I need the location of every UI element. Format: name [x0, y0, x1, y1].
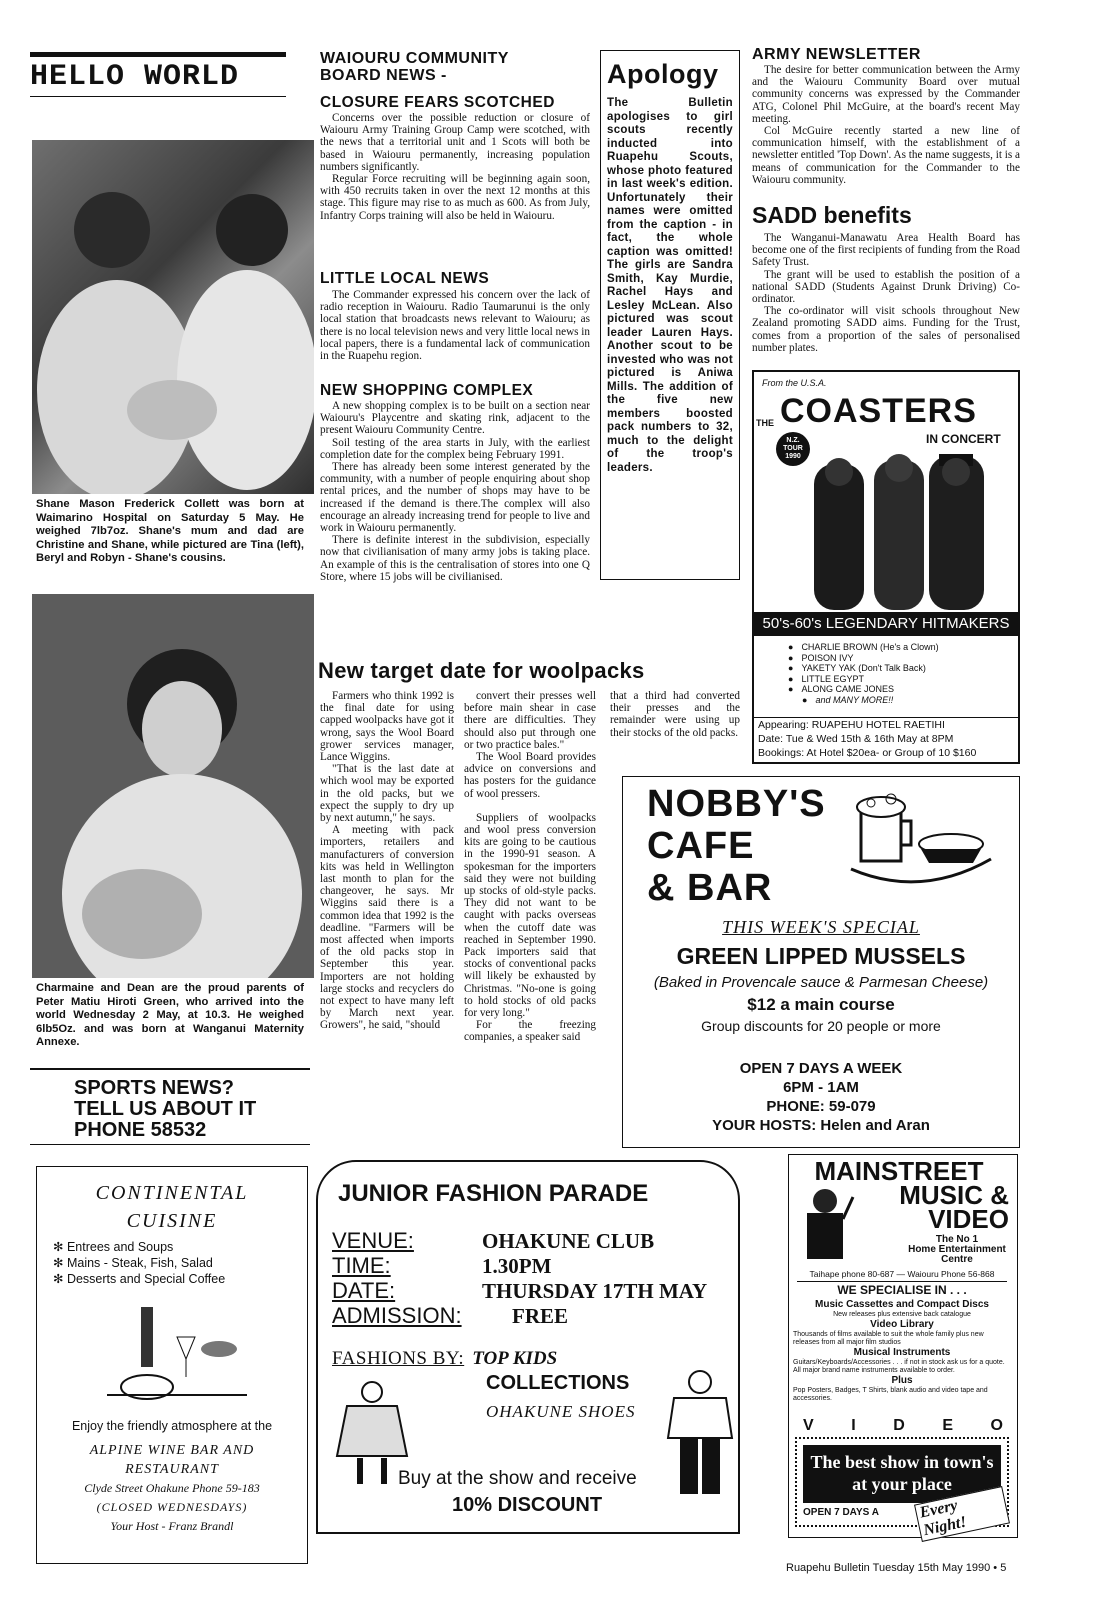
coasters-date: Date: Tue & Wed 15th & 16th May at 8PM — [758, 733, 954, 745]
apology-title: Apology — [607, 59, 719, 89]
admission-label: ADMISSION: — [332, 1303, 462, 1328]
song-item: ● ALONG CAME JONES — [788, 684, 939, 695]
beer-food-icon — [841, 789, 1001, 899]
sadd-para-3: The co-ordinator will visit schools throughout New Zealand promoting SADD aims. Funding for the Trust, comes from a proportion of the sales of personalised number plates. — [752, 305, 1020, 354]
closure-heading: CLOSURE FEARS SCOTCHED — [320, 94, 555, 111]
continental-restaurant: RESTAURANT — [125, 1462, 219, 1477]
nobbys-hosts: YOUR HOSTS: Helen and Aran — [712, 1117, 930, 1134]
wool-c2-para-2: The Wool Board provides advice on conversions and has posters for the guidance of wool pressers. — [464, 751, 596, 800]
nobbys-desc: (Baked in Provencale sauce & Parmesan Cheese) — [653, 974, 989, 991]
army-para-1: The desire for better communication between the Army and the Waiouru Community Board over mutual community concerns was expressed by the Commander ATG, Colonel Phil McGuire, at the board's recent May meeting. — [752, 64, 1020, 125]
video-letters — [803, 1417, 1003, 1435]
continental-line2: CUISINE — [126, 1210, 218, 1232]
song-item: ● CHARLIE BROWN (He's a Clown) — [788, 642, 939, 653]
wool-c2-para-3: Suppliers of woolpacks and wool press conversion kits are going to be cautious in the 1990-91 season. A spokesman for the importers said they were not building up stocks of old-style packs. They did not want to be caught with packs overseas when the cutoff date was reached in September 1990. Pack importers said that stocks of conventional packs will likely be exhausted by Christmas. "No-one is going to hold stocks of old packs for very long." — [464, 811, 596, 1020]
nobbys-name — [647, 783, 826, 909]
coasters-banner: 50's-60's LEGENDARY HITMAKERS — [754, 612, 1018, 636]
continental-closed: (CLOSED WEDNESDAYS) — [96, 1500, 248, 1514]
mainstreet-open-label: OPEN 7 DAYS A — [803, 1507, 879, 1518]
video-letter: E — [942, 1417, 953, 1434]
closure-para-1: Concerns over the possible reduction or closure of Waiouru Army Training Group Camp were scotched, with the news that a territorial unit and 1 Scots will both be based in Waiouru permanently, increasing population numbers significantly. — [320, 112, 590, 173]
closure-article — [320, 112, 590, 222]
continental-alpine: ALPINE WINE BAR AND — [89, 1443, 255, 1458]
service-instruments-sub: Guitars/Keyboards/Accessories . . . if not in stock ask us for a quote. All major brand name instruments available to order. — [793, 1359, 1005, 1374]
photo1-caption: Shane Mason Frederick Collett was born at Waimarino Hospital on Saturday 5 May. He weighed 7lb7oz. Shane's mum and dad are Christine and Shane, while pictured are Tina (left), Beryl and Robyn - Shane's cousins. — [36, 498, 304, 564]
nobbys-ad — [622, 776, 1020, 1148]
coasters-from: From the U.S.A. — [762, 378, 827, 388]
woolpacks-col-3 — [610, 690, 740, 739]
coasters-appearing: Appearing: RUAPEHU HOTEL RAETIHI — [758, 719, 945, 731]
community-title-line1: WAIOURU COMMUNITY — [320, 50, 509, 67]
continental-menu — [53, 1239, 225, 1287]
coasters-the: THE — [756, 418, 774, 428]
continental-line1: CONTINENTAL — [95, 1182, 249, 1204]
venue-value: OHAKUNE CLUB — [482, 1229, 655, 1253]
song-item: ● LITTLE EGYPT — [788, 674, 939, 685]
nobbys-dish: GREEN LIPPED MUSSELS — [676, 943, 966, 969]
continental-host: Your Host - Franz Brandl — [110, 1519, 234, 1533]
child-outfit-icon — [664, 1368, 736, 1498]
time-value: 1.30PM — [482, 1254, 552, 1278]
menu-item-label: Mains - Steak, Fish, Salad — [66, 1256, 213, 1270]
mainstreet-line3: VIDEO — [928, 1204, 1009, 1234]
sports-rule-top — [30, 1068, 310, 1070]
hello-world-underline — [30, 96, 286, 97]
army-para-2: Col McGuire recently started a new line of communication himself, with the establishment of a newsletter entitled 'Top Down'. As the name suggests, it is a means of communication for the Commander to the Waiouru community. — [752, 125, 1020, 186]
continental-address: Clyde Street Ohakune Phone 59-183 — [84, 1481, 260, 1495]
mainstreet-rule — [797, 1281, 1007, 1282]
tour-badge-l1: N.Z. — [786, 437, 800, 444]
singer-icon — [795, 1185, 855, 1263]
no1-c: Centre — [941, 1254, 973, 1265]
video-letter: V — [803, 1417, 814, 1434]
sadd-article — [752, 232, 1020, 354]
community-board-title — [320, 50, 509, 84]
nobbys-price: $12 a main course — [747, 995, 895, 1014]
continental-enjoy: Enjoy the friendly atmosphere at the — [71, 1419, 273, 1433]
coasters-band-photo — [794, 454, 994, 610]
service-instruments: Musical Instruments — [853, 1347, 951, 1358]
shop-para-2: Soil testing of the area starts in July, with the earliest completion date for the complex being February 1991. — [320, 436, 590, 461]
apology-box — [600, 50, 740, 580]
service-video: Video Library — [870, 1319, 934, 1330]
video-letter: I — [851, 1417, 856, 1434]
time-label: TIME: — [332, 1253, 391, 1278]
fashion-discount: 10% DISCOUNT — [452, 1494, 603, 1516]
fashion-parade-ad — [316, 1160, 740, 1534]
nobbys-phone: PHONE: 59-079 — [766, 1098, 876, 1115]
service-plus-sub: Pop Posters, Badges, T Shirts, blank audio and video tape and accessories. — [793, 1387, 988, 1402]
song-item: ● POISON IVY — [788, 653, 939, 664]
video-letter: O — [990, 1417, 1003, 1434]
baby-peter-photo-art — [32, 594, 314, 978]
date-value: THURSDAY 17TH MAY — [482, 1279, 708, 1303]
mainstreet-phones: Taihape phone 80-687 — Waiouru Phone 56-868 — [809, 1269, 995, 1279]
fashion-buy: Buy at the show and receive — [398, 1468, 637, 1489]
best-show-panel — [795, 1437, 1009, 1540]
little-local-news-heading: LITTLE LOCAL NEWS — [320, 270, 490, 287]
continental-ad — [36, 1166, 308, 1564]
service-video-sub: Thousands of films available to suit the whole family plus new releases from all major film studios — [793, 1331, 984, 1346]
service-music-sub: New releases plus extensive back catalogue — [833, 1311, 971, 1318]
nobbys-line1: NOBBY'S — [647, 783, 826, 825]
coasters-in-concert: IN CONCERT — [926, 432, 1001, 446]
community-title-line2: BOARD NEWS - — [320, 67, 447, 84]
nobbys-line3: & BAR — [647, 867, 773, 909]
fashions-by-label: FASHIONS BY: — [332, 1348, 465, 1369]
baby-shane-photo — [32, 140, 314, 494]
song-item: ● YAKETY YAK (Don't Talk Back) — [788, 663, 939, 674]
admission-value: FREE — [512, 1304, 569, 1328]
every-night-label: Every Night! — [914, 1486, 1010, 1542]
shopping-complex-heading: NEW SHOPPING COMPLEX — [320, 382, 534, 399]
menu-item — [53, 1271, 225, 1287]
top-kids-label: TOP KIDS — [472, 1348, 558, 1369]
coasters-booking-box — [754, 717, 1018, 762]
wool-c3-para-1: that a third had converted their presses and the remainder were using up their stocks of the old packs. — [610, 690, 740, 739]
sports-news-box — [74, 1078, 256, 1141]
mainstreet-no1 — [901, 1235, 1013, 1265]
baby-peter-photo — [32, 594, 314, 978]
local-news-article — [320, 289, 590, 362]
shop-para-4: There is definite interest in the subdivision, especially now that civilianisation of many army jobs is taking place. An example of this is the centralisation of stores into one Q Store, where 15 jobs will be civilianised. — [320, 534, 590, 583]
army-newsletter-title: ARMY NEWSLETTER — [752, 46, 921, 63]
coasters-name: COASTERS — [780, 392, 977, 430]
champagne-table-icon — [107, 1297, 247, 1407]
sadd-para-1: The Wanganui-Manawatu Area Health Board has become one of the first recipients of funding from the Road Safety Trust. — [752, 232, 1020, 269]
nobbys-special-label: THIS WEEK'S SPECIAL — [722, 917, 920, 937]
mainstreet-line1: MAINSTREET — [814, 1156, 984, 1186]
continental-venue — [37, 1441, 307, 1536]
coasters-bookings: Bookings: At Hotel $20ea- or Group of 10 $160 — [758, 747, 977, 759]
mainstreet-services — [793, 1299, 1011, 1403]
venue-row — [332, 1228, 732, 1253]
service-music: Music Cassettes and Compact Discs — [815, 1299, 989, 1310]
tour-badge-l3: 1990 — [785, 453, 801, 460]
apology-text: The Bulletin apologises to girl scouts recently inducted into Ruapehu Scouts, whose photo featured in last week's edition. Unfortunately their names were omitted from the caption - in fact, the whole caption was omitted! The girls are Sandra Smith, Kay Murdie, Rachel Hays and Lesley McLean. Also pictured was scout leader Lauren Hays. Another scout to be invested who was not pictured is Aniwa Mills. The addition of the five new members boosted pack numbers to 32, much to the delight of the troop's leaders. — [607, 97, 733, 474]
coasters-song-list — [788, 642, 939, 705]
sports-line-1: SPORTS NEWS? — [74, 1077, 235, 1099]
wool-c1-para-3: A meeting with pack importers, retailers and manufacturers of conversion kits was held in Wellington last month to plan for the changeover, he says. Mr Wiggins said there is a common idea that 1992 is the deadline. "Farmers will be most affected when imports of the old packs stop in September this year. Importers are not holding large stocks and recyclers do not expect to have many left by March next year. Growers", he said, "should — [320, 824, 454, 1032]
fashion-details — [332, 1228, 732, 1328]
asterisk-icon: ✻ — [53, 1240, 67, 1254]
fashion-collections: COLLECTIONS — [486, 1372, 630, 1394]
time-row — [332, 1253, 732, 1278]
video-letter: D — [893, 1417, 905, 1434]
fashion-by-row — [332, 1348, 557, 1370]
date-row — [332, 1278, 732, 1303]
mainstreet-line2: MUSIC & — [899, 1180, 1009, 1210]
local-para-1: The Commander expressed his concern over the lack of radio reception in Waiouru. Radio Taumarunui is the only local station that broadcasts news relevant to Waiouru; as there is no local television news and very little local news in local papers, there is a fundamental lack of communication in the Ruapehu region. — [320, 289, 590, 363]
woolpacks-col-2 — [464, 690, 596, 1044]
sports-rule-bottom — [30, 1144, 310, 1145]
hello-world-title: HELLO WORLD — [30, 60, 240, 94]
sports-line-2: TELL US ABOUT IT — [74, 1098, 257, 1120]
woolpacks-headline: New target date for woolpacks — [318, 658, 645, 683]
mainstreet-ad — [788, 1154, 1018, 1538]
menu-item — [53, 1239, 225, 1255]
closure-para-2: Regular Force recruiting will be beginning again soon, with 450 recruits taken in over the next 12 months at this stage. This figure may rise to as much as 600. As from July, Infantry Corps training will also be held in Waiouru. — [320, 173, 590, 222]
wool-c2-para-1: convert their presses well before main shear in case there are difficulties. They should also put through one or two practice bales." — [464, 690, 596, 751]
baby-shane-photo-art — [32, 140, 314, 494]
woolpacks-col-1 — [320, 690, 454, 1032]
best-show-line2: at your place — [852, 1474, 952, 1494]
menu-item-label: Entrees and Soups — [66, 1240, 174, 1254]
sadd-title: SADD benefits — [752, 202, 912, 228]
no1-b: Home Entertainment — [908, 1244, 1006, 1255]
fashion-title: JUNIOR FASHION PARADE — [338, 1180, 649, 1207]
mainstreet-specialise: WE SPECIALISE IN . . . — [837, 1283, 967, 1297]
nobbys-open: OPEN 7 DAYS A WEEK — [739, 1060, 903, 1077]
tour-badge-l2: TOUR — [783, 445, 803, 452]
menu-item — [53, 1255, 225, 1271]
best-show-line1: The best show in town's — [810, 1452, 994, 1472]
continental-title — [37, 1179, 307, 1235]
admission-row — [332, 1303, 732, 1328]
nobbys-hours: 6PM - 1AM — [783, 1079, 859, 1096]
nobbys-group: Group discounts for 20 people or more — [701, 1018, 941, 1034]
sadd-para-2: The grant will be used to establish the position of a national SADD (Students Against Drunk Driving) Co-ordinator. — [752, 268, 1020, 306]
asterisk-icon: ✻ — [53, 1272, 67, 1286]
army-article — [752, 64, 1020, 186]
nobbys-line2: CAFE — [647, 825, 755, 867]
venue-label: VENUE: — [332, 1228, 414, 1253]
no1-a: The No 1 — [935, 1234, 979, 1245]
shopping-article — [320, 400, 590, 583]
nobbys-contact — [623, 1059, 1019, 1135]
wool-c1-para-1: Farmers who think 1992 is the final date for using capped woolpacks have got it wrong, says the Wool Board grower services manager, Lance Wiggins. — [320, 690, 454, 764]
wool-c1-para-2: "That is the last date at which wool may be exported in the old packs, but we expect the supply to dry up by next autumn," he says. — [320, 763, 454, 825]
page-footer: Ruapehu Bulletin Tuesday 15th May 1990 • 5 — [786, 1562, 1007, 1574]
fashion-shoes: OHAKUNE SHOES — [486, 1402, 636, 1421]
sports-line-3: PHONE 58532 — [74, 1119, 207, 1141]
photo2-caption: Charmaine and Dean are the proud parents of Peter Matiu Hiroti Green, who arrived into the world Wednesday 2 May, at 10.3. He weighed 6lb5Oz. and was born at Wanganui Maternity Annexe. — [36, 982, 304, 1048]
wool-c2-para-4: For the freezing companies, a speaker said — [464, 1019, 596, 1044]
date-label: DATE: — [332, 1278, 396, 1303]
coasters-ad — [752, 370, 1020, 764]
menu-item-label: Desserts and Special Coffee — [66, 1272, 226, 1286]
song-item-more: ● and MANY MORE!! — [788, 695, 939, 706]
asterisk-icon: ✻ — [53, 1256, 67, 1270]
shop-para-3: There has already been some interest generated by the community, with a number of people enquiring about shop rental prices, and the number of shops may have to be increased if the demand is there.The complex will also encourage an already increasing trend for people to live and work in Waiouru permanently. — [320, 461, 590, 535]
hello-world-rule — [30, 52, 286, 57]
service-plus: Plus — [891, 1375, 913, 1386]
shop-para-1: A new shopping complex is to be built on a section near Waiouru's Playcentre and skating rink, adjacent to the present Waiouru Community Centre. — [320, 400, 590, 437]
